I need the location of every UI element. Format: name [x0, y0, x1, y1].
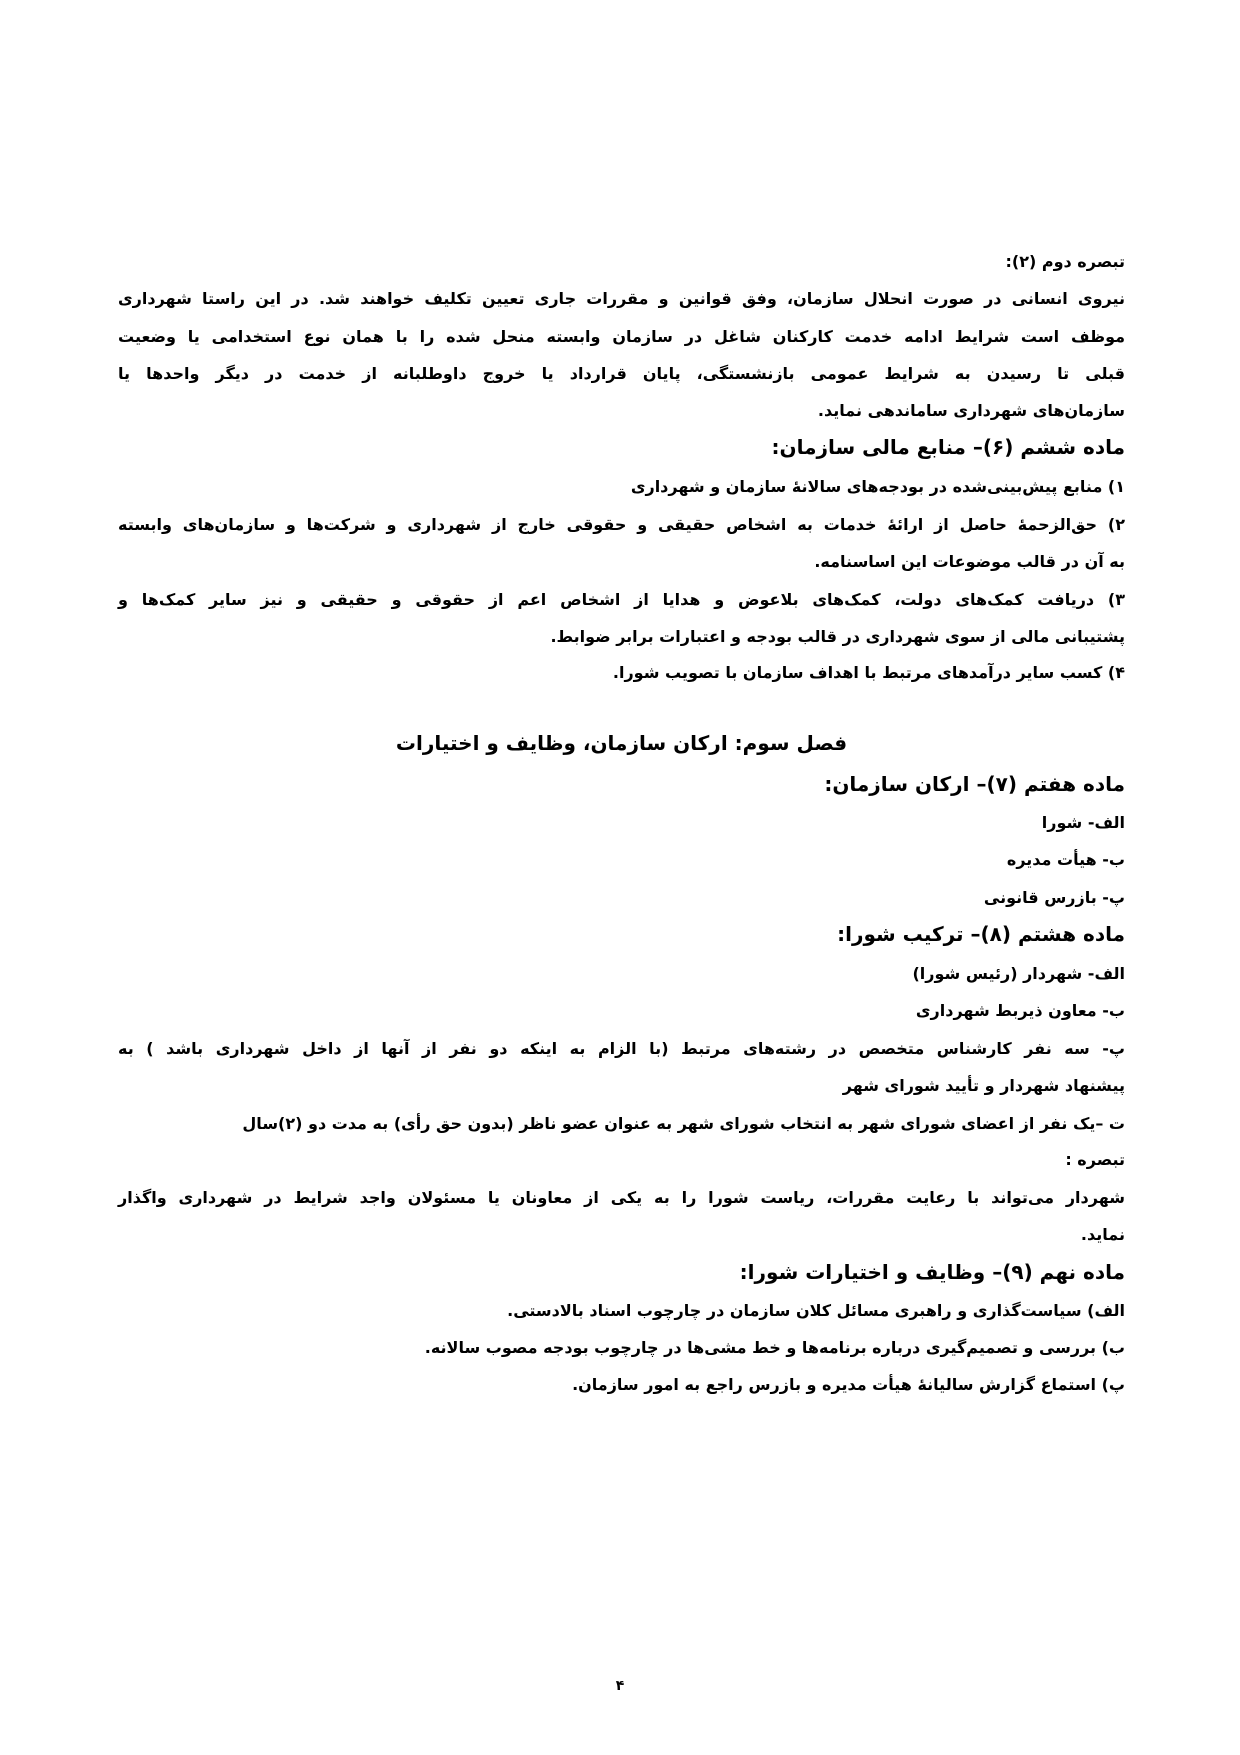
article8-line: ب- معاون ذیربط شهرداری: [915, 1001, 1125, 1020]
note2-line: نیروی انسانی در صورت انحلال سازمان، وفق قوانین و مقررات جاری تعیین تکلیف خواهند شد. در این راستا شهرداری: [118, 289, 1125, 308]
article6-line: ۴) کسب سایر درآمدهای مرتبط با اهداف سازمان با تصویب شورا.: [612, 663, 1125, 682]
article6-line: ۳) دریافت کمک‌های دولت، کمک‌های بلاعوض و هدایا از اشخاص اعم از حقوقی و حقیقی و نیز سایر کمک‌ها و: [118, 590, 1125, 609]
article8-line: الف- شهردار (رئیس شورا): [912, 964, 1125, 983]
chapter3-heading: فصل سوم: ارکان سازمان، وظایف و اختیارات: [395, 731, 848, 755]
article8-line: پ- سه نفر کارشناس متخصص در رشته‌های مرتبط (با الزام به اینکه دو نفر از آنها از داخل شهرداری باشد ) به: [118, 1039, 1125, 1058]
article8-line: ت –یک نفر از اعضای شورای شهر به انتخاب شورای شهر به عنوان عضو ناظر (بدون حق رأی) به مدت دو (۲)سال: [242, 1114, 1125, 1133]
article6-line: ۱) منابع پیش‌بینی‌شده در بودجه‌های سالانهٔ سازمان و شهرداری: [630, 477, 1125, 496]
note2-line: موظف است شرایط ادامه خدمت کارکنان شاغل در سازمان وابسته منحل شده را با همان نوع استخدامی یا وضعیت: [118, 327, 1125, 346]
article8-line: پیشنهاد شهردار و تأیید شورای شهر: [842, 1076, 1125, 1095]
article7-item: ب- هیأت مدیره: [1006, 850, 1125, 869]
article6-heading: ماده ششم (۶)– منابع مالی سازمان:: [771, 435, 1125, 459]
note2-title: تبصره دوم (۲):: [1005, 252, 1125, 271]
article7-item: پ- بازرس قانونی: [983, 888, 1125, 907]
page-number: ۴: [615, 1678, 625, 1694]
article9-heading: ماده نهم (۹)– وظایف و اختیارات شورا:: [739, 1260, 1125, 1284]
article7-heading: ماده هفتم (۷)– ارکان سازمان:: [824, 772, 1125, 796]
article9-item: ب) بررسی و تصمیم‌گیری درباره برنامه‌ها و خط مشی‌ها در چارچوب بودجه مصوب سالانه.: [424, 1338, 1125, 1357]
article6-line: ۲) حق‌الزحمهٔ حاصل از ارائهٔ خدمات به اشخاص حقیقی و حقوقی خارج از شهرداری و شرکت‌ها و سازمان‌های وابسته: [118, 515, 1125, 534]
article8-line: شهردار می‌تواند با رعایت مقررات، ریاست شورا را به یکی از معاونان یا مسئولان واجد شرایط در شهرداری واگذار: [118, 1188, 1125, 1207]
article7-item: الف- شورا: [1041, 813, 1125, 832]
note2-line: سازمان‌های شهرداری ساماندهی نماید.: [817, 401, 1125, 420]
article9-item: الف) سیاست‌گذاری و راهبری مسائل کلان سازمان در چارچوب اسناد بالادستی.: [507, 1301, 1125, 1320]
article8-line: نماید.: [1080, 1225, 1125, 1244]
note2-line: قبلی تا رسیدن به شرایط عمومی بازنشستگی، پایان قرارداد یا خروج داوطلبانه از خدمت در دیگر واحدها یا: [118, 364, 1125, 383]
article8-note-label: تبصره :: [1065, 1150, 1125, 1169]
article9-item: پ) استماع گزارش سالیانهٔ هیأت مدیره و بازرس راجع به امور سازمان.: [572, 1375, 1125, 1394]
article6-line: به آن در قالب موضوعات این اساسنامه.: [814, 552, 1125, 571]
article8-heading: ماده هشتم (۸)– ترکیب شورا:: [837, 922, 1125, 946]
article6-line: پشتیبانی مالی از سوی شهرداری در قالب بودجه و اعتبارات برابر ضوابط.: [550, 627, 1125, 646]
